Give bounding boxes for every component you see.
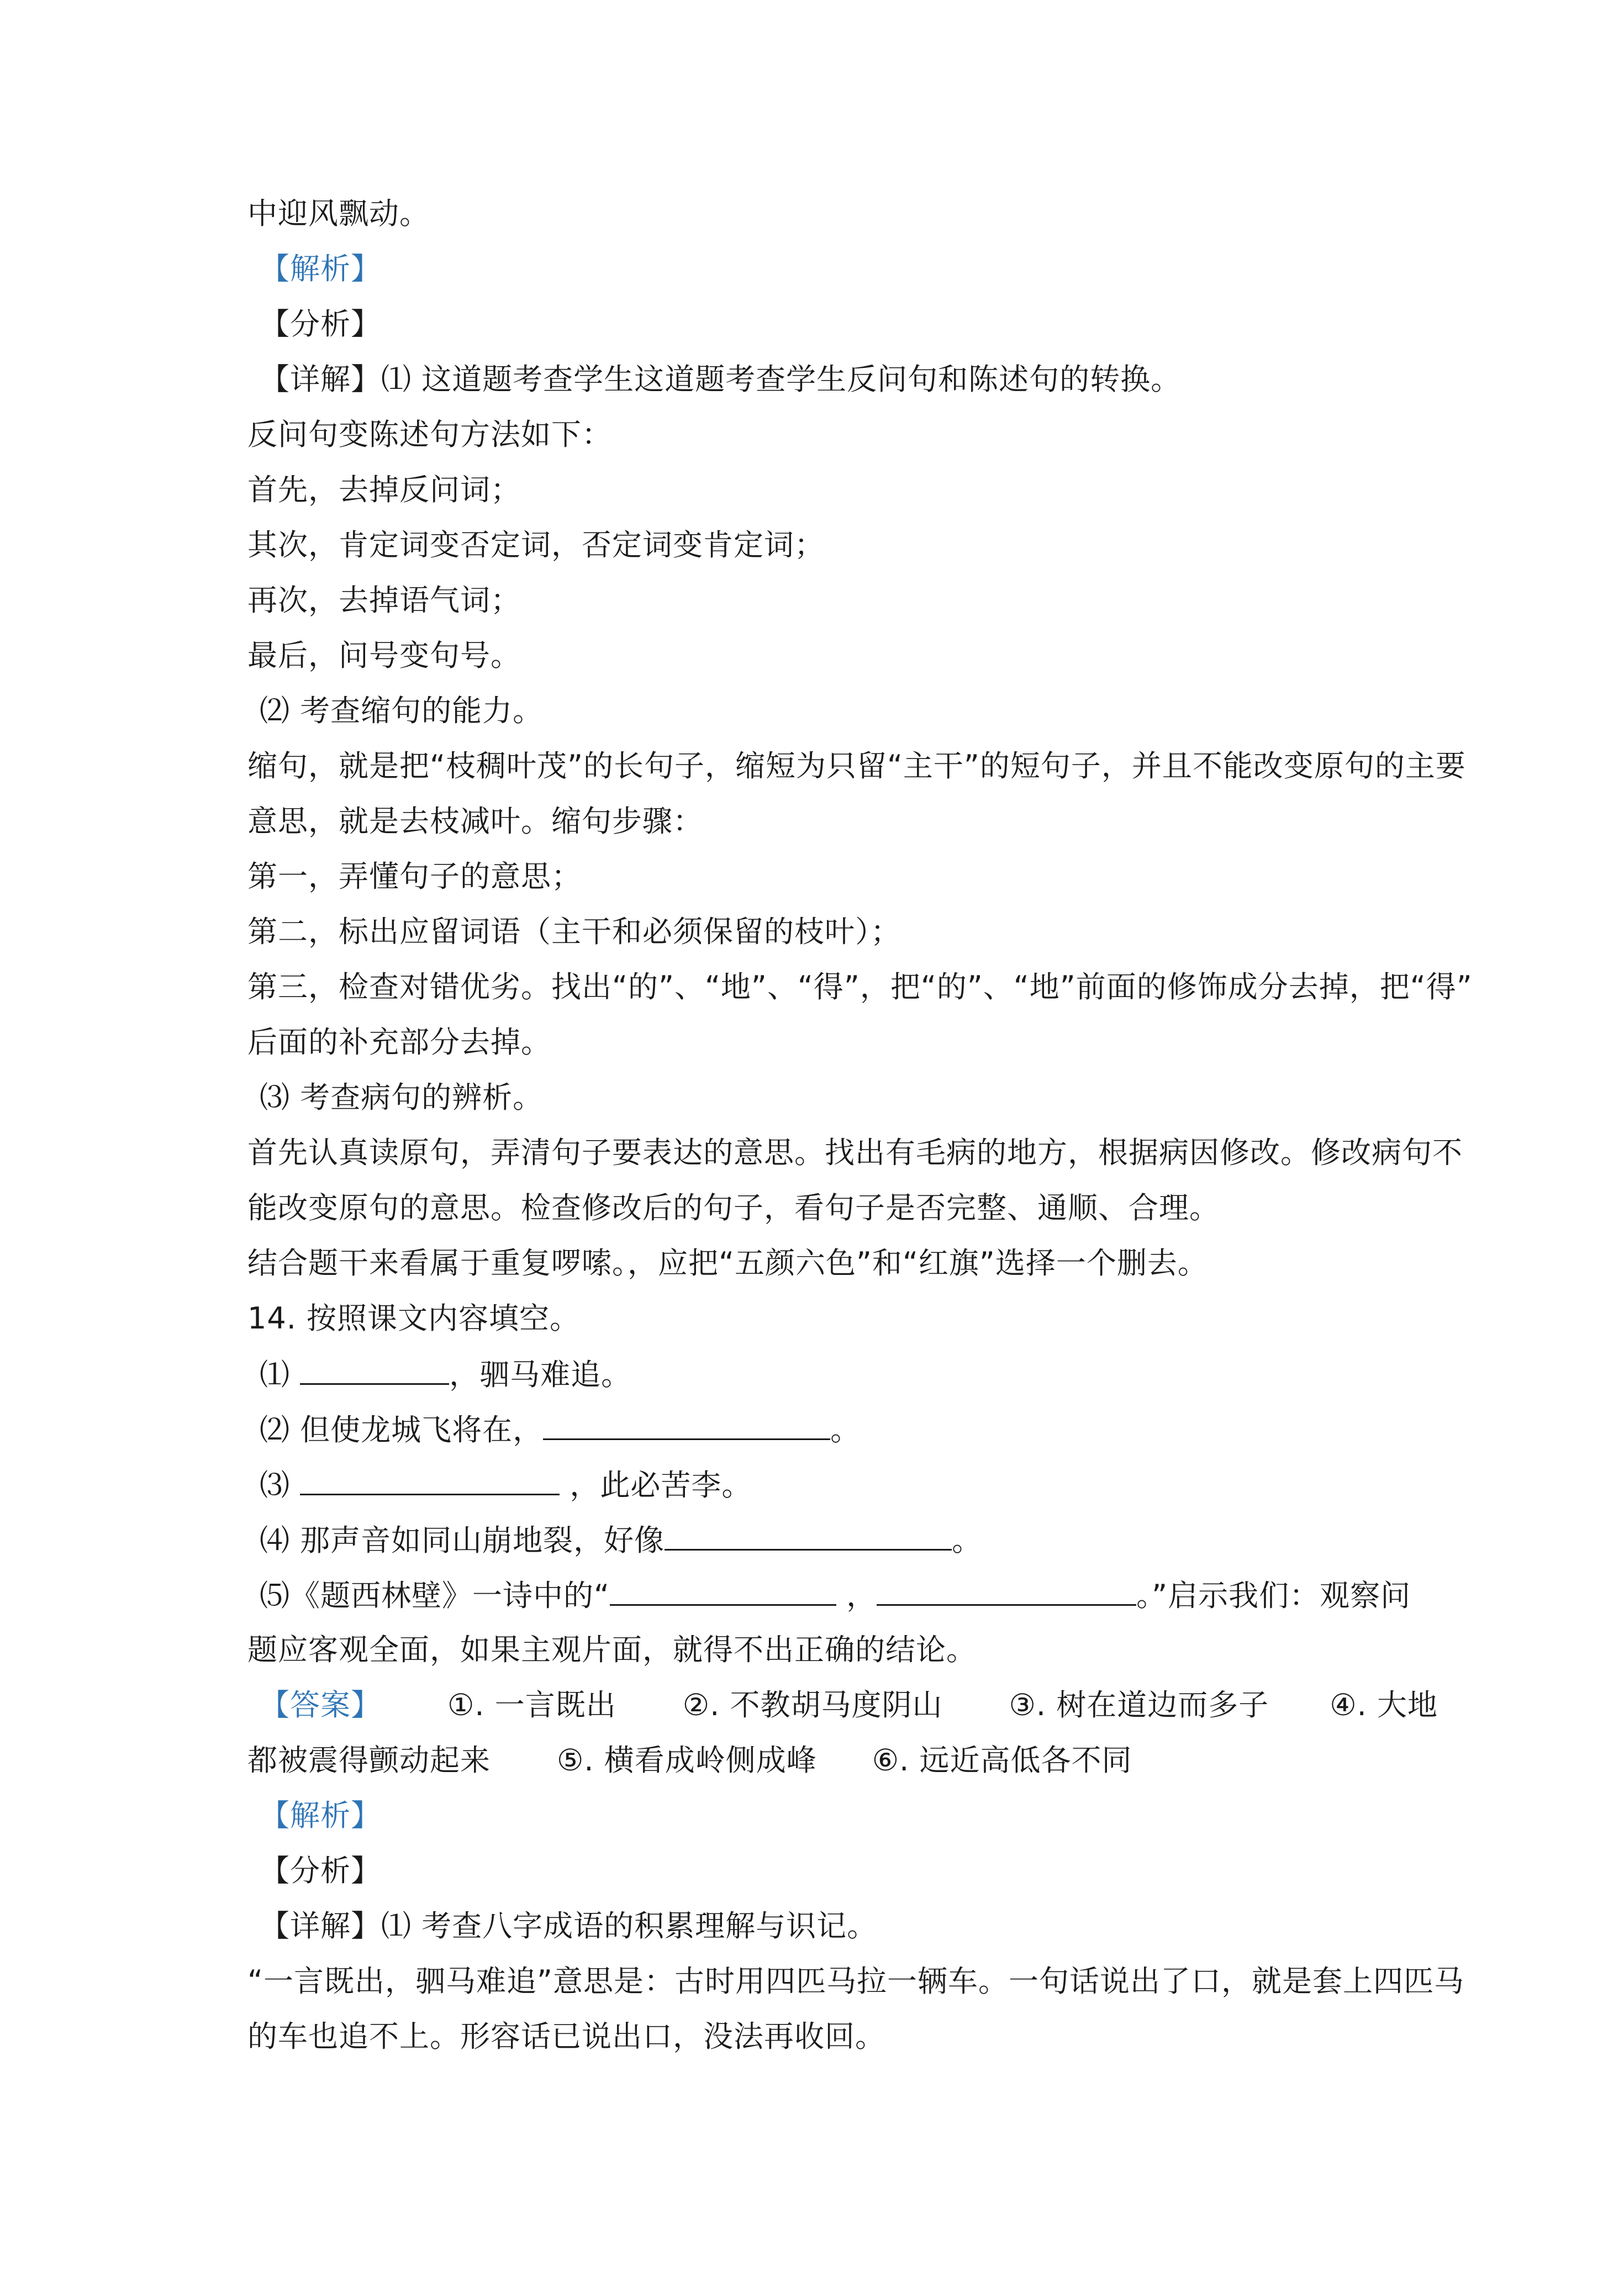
- text-line: 题应客观全面，如果主观片面，就得不出正确的结论。: [247, 1632, 977, 1667]
- text-line: 首先认真读原句，弄清句子要表达的意思。找出有毛病的地方，根据病因修改。修改病句不: [247, 1135, 1463, 1170]
- question-1: [260, 1354, 1409, 1393]
- answer-item: ④. 大地: [1330, 1688, 1438, 1722]
- question-3-number: ⑶: [260, 1468, 300, 1503]
- text-line: 缩句，就是把“枝稠叶茂”的长句子，缩短为只留“主干”的短句子，并且不能改变原句的主要: [247, 748, 1466, 783]
- text-line: 第二，标出应留词语（主干和必须保留的枝叶）；: [247, 914, 901, 949]
- text-line: ⑵ 考查缩句的能力。: [260, 693, 544, 728]
- question-2-end: 。: [830, 1412, 861, 1447]
- text-line: 第一，弄懂句子的意思；: [247, 859, 582, 894]
- question-2-text: ⑵ 但使龙城飞将在，: [260, 1412, 544, 1447]
- question-5-comma: ，: [836, 1578, 877, 1613]
- text-line: “一言既出，驷马难追”意思是：古时用四匹马拉一辆车。一句话说出了口，就是套上四匹马: [247, 1964, 1464, 1999]
- answer-item: ⑥. 远近高低各不同: [872, 1743, 1132, 1778]
- detail-line: 【详解】⑴ 考查八字成语的积累理解与识记。: [260, 1909, 878, 1943]
- answer-item: ②. 不教胡马度阴山: [682, 1688, 943, 1722]
- text-line: 意思，就是去枝减叶。缩句步骤：: [247, 804, 703, 839]
- answer-item: 都被震得颤动起来: [247, 1743, 491, 1778]
- text-line: 首先，去掉反问词；: [247, 472, 521, 507]
- question-5-text: ⑸《题西林壁》一诗中的“: [260, 1578, 610, 1613]
- text-line: 的车也追不上。形容话已说出口，没法再收回。: [247, 2019, 885, 2054]
- analysis-label: 【解析】: [260, 251, 381, 286]
- question-3-text: ，此必苦李。: [560, 1468, 752, 1503]
- analysis-label: 【解析】: [260, 1798, 381, 1833]
- answer-blank[interactable]: [300, 1354, 449, 1385]
- question-1-text: ，驷马难追。: [449, 1357, 632, 1392]
- question-14-title: 14. 按照课文内容填空。: [247, 1301, 581, 1336]
- answer-blank[interactable]: [877, 1575, 1136, 1606]
- text-line: 反问句变陈述句方法如下：: [247, 417, 612, 452]
- question-5: [260, 1575, 1409, 1614]
- answer-blank[interactable]: [610, 1575, 836, 1606]
- answer-item: ⑤. 横看成岭侧成峰: [557, 1743, 817, 1778]
- question-2: [260, 1410, 1409, 1448]
- text-line: 结合题干来看属于重复啰嗦。，应把“五颜六色”和“红旗”选择一个删去。: [247, 1246, 1208, 1280]
- question-1-number: ⑴: [260, 1357, 300, 1392]
- answer-item: ①. 一言既出: [447, 1688, 616, 1722]
- text-line: 后面的补充部分去掉。: [247, 1025, 551, 1059]
- question-4-text: ⑷ 那声音如同山崩地裂，好像: [260, 1523, 665, 1558]
- fenxi-label: 【分析】: [260, 1853, 381, 1888]
- answer-blank[interactable]: [543, 1410, 830, 1440]
- text-line: 能改变原句的意思。检查修改后的句子，看句子是否完整、通顺、合理。: [247, 1190, 1220, 1225]
- answer-line: [247, 1741, 1396, 1780]
- text-line: 第三，检查对错优劣。找出“的”、“地”、“得”，把“的”、“地”前面的修饰成分去掉，把“得”: [247, 969, 1473, 1004]
- text-line: 其次，肯定词变否定词，否定词变肯定词；: [247, 528, 825, 562]
- answer-line: [260, 1686, 1438, 1725]
- fenxi-label: 【分析】: [260, 307, 381, 341]
- answer-item: ③. 树在道边而多子: [1009, 1688, 1269, 1722]
- text-line: 最后，问号变句号。: [247, 638, 521, 673]
- text-line: 再次，去掉语气词；: [247, 583, 521, 618]
- question-5-tail: 。”启示我们：观察问: [1136, 1578, 1411, 1613]
- answer-blank[interactable]: [300, 1465, 560, 1495]
- answer-blank[interactable]: [665, 1520, 952, 1551]
- text-line: ⑶ 考查病句的辨析。: [260, 1080, 544, 1115]
- text-line: 中迎风飘动。: [247, 196, 430, 231]
- question-4-end: 。: [952, 1523, 983, 1558]
- detail-line: 【详解】⑴ 这道题考查学生这道题考查学生反问句和陈述句的转换。: [260, 362, 1182, 397]
- question-4: [260, 1520, 1409, 1559]
- question-3: [260, 1465, 1409, 1504]
- answer-label: 【答案】: [260, 1688, 381, 1722]
